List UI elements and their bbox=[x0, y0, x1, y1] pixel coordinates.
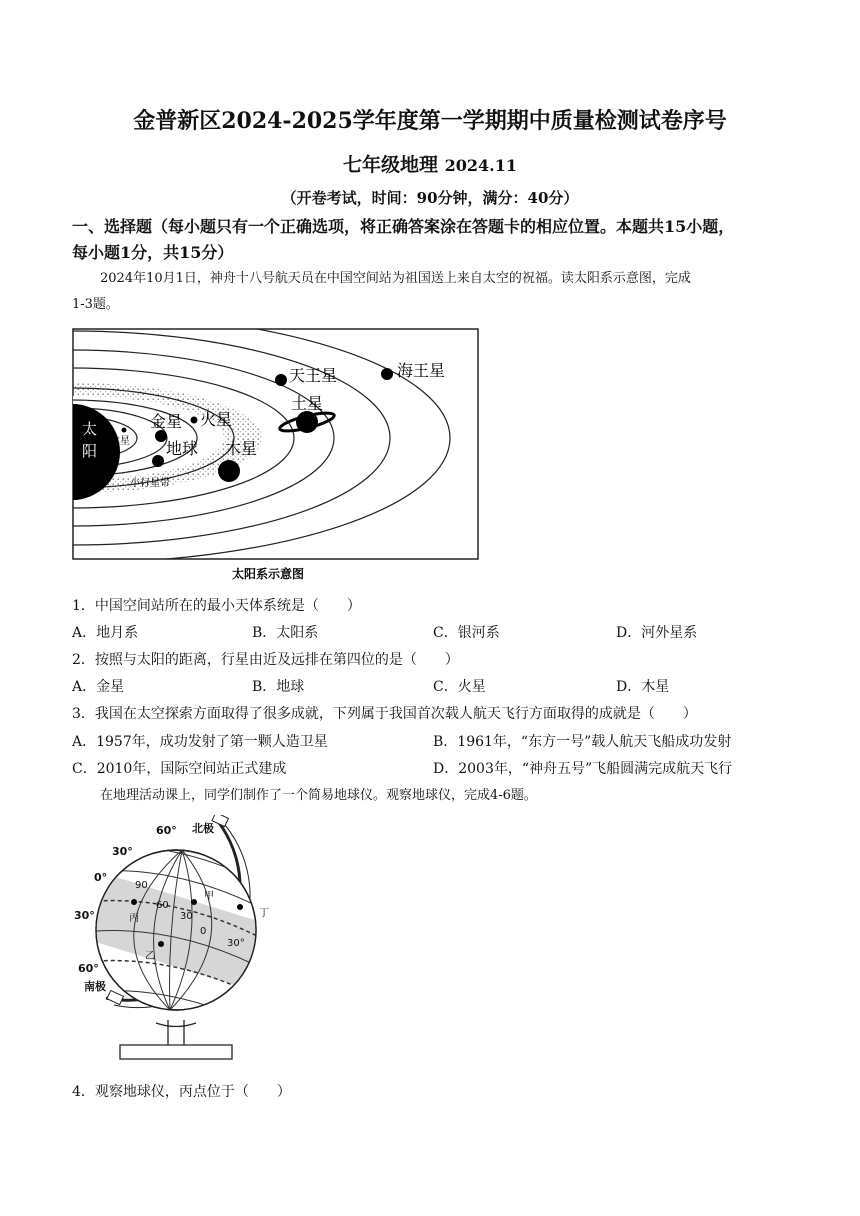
lat-30-top-label: 30° bbox=[112, 845, 133, 858]
point-jia-label: 甲 bbox=[204, 891, 214, 902]
question-2-option-b: B．地球 bbox=[252, 679, 305, 695]
paper-title: 金普新区2024-2025学年度第一学期期中质量检测试卷序号 bbox=[133, 108, 727, 134]
uranus-dot bbox=[275, 374, 287, 386]
venus-label: 金星 bbox=[150, 412, 183, 431]
sun-label-2: 阳 bbox=[82, 442, 98, 460]
paper-subtitle bbox=[0, 150, 860, 177]
exam-info: （开卷考试，时间：90分钟，满分：40分） bbox=[281, 189, 579, 207]
mars-label: 火星 bbox=[200, 410, 233, 429]
question-2-option-d: D．木星 bbox=[616, 679, 670, 695]
question-2-stem: 2．按照与太阳的距离，行星由近及远排在第四位的是（ ） bbox=[72, 652, 459, 668]
question-3-option-b: B．1961年，“东方一号”载人航天飞船成功发射 bbox=[433, 734, 732, 750]
lat-0-label: 0° bbox=[94, 871, 108, 884]
subtitle-main: 七年级地理 bbox=[342, 154, 438, 176]
south-pole-label: 南极 bbox=[84, 980, 106, 993]
question-1-option-d: D．河外星系 bbox=[616, 625, 698, 641]
question-1-option-b: B．太阳系 bbox=[252, 625, 319, 641]
lat-60-top-label: 60° bbox=[156, 824, 177, 837]
globe-base bbox=[120, 1045, 232, 1059]
section-heading-line1: 一、选择题（每小题只有一个正确选项，将正确答案涂在答题卡的相应位置。本题共15小题， bbox=[72, 217, 735, 236]
mercury-label: 水星 bbox=[110, 436, 130, 447]
intro-globe: 在地理活动课上，同学们制作了一个简易地球仪。观察地球仪，完成4-6题。 bbox=[100, 788, 537, 803]
asteroid-belt-label: 小行星带 bbox=[130, 478, 170, 489]
lon-0-label: 0 bbox=[200, 926, 207, 937]
point-bing-dot bbox=[131, 899, 137, 905]
subtitle-date: 2024.11 bbox=[444, 156, 517, 175]
question-3-stem: 3．我国在太空探索方面取得了很多成就，下列属于我国首次载人航天飞行方面取得的成就是（ ） bbox=[72, 706, 697, 722]
neptune-dot bbox=[381, 368, 393, 380]
point-bing-label: 丙 bbox=[129, 913, 139, 924]
point-yi-dot bbox=[158, 941, 164, 947]
question-2-option-c: C．火星 bbox=[433, 679, 486, 695]
lon-30a-label: 30 bbox=[180, 911, 193, 922]
question-3-option-d: D．2003年，“神舟五号”飞船圆满完成航天飞行 bbox=[433, 761, 733, 777]
jupiter-dot bbox=[218, 460, 240, 482]
sun-label-1: 太 bbox=[82, 420, 98, 438]
neptune-label: 海王星 bbox=[397, 361, 446, 380]
intro-line1: 2024年10月1日，神舟十八号航天员在中国空间站为祖国送上来自太空的祝福。读太阳系示意图，完成 bbox=[100, 271, 691, 286]
jupiter-label: 木星 bbox=[225, 439, 258, 458]
mars-dot bbox=[191, 417, 198, 424]
intro-line2: 1-3题。 bbox=[72, 297, 119, 312]
point-jia-dot bbox=[191, 899, 197, 905]
earth-dot bbox=[152, 455, 164, 467]
solar-system-diagram bbox=[72, 328, 482, 584]
question-1-option-a: A．地月系 bbox=[72, 625, 139, 641]
question-3-option-a: A．1957年，成功发射了第一颗人造卫星 bbox=[72, 734, 328, 750]
section-heading bbox=[72, 214, 812, 266]
question-2-option-a: A．金星 bbox=[72, 679, 125, 695]
lon-30b-label: 30° bbox=[227, 938, 245, 949]
point-ding-dot bbox=[237, 904, 243, 910]
globe-diagram bbox=[72, 815, 282, 1067]
north-pole-label: 北极 bbox=[192, 822, 214, 835]
question-1-option-c: C．银河系 bbox=[433, 625, 500, 641]
question-4-stem: 4．观察地球仪，丙点位于（ ） bbox=[72, 1084, 291, 1100]
mercury-dot bbox=[122, 428, 127, 433]
point-ding-label: 丁 bbox=[259, 908, 269, 919]
lat-30-bottom-label: 30° bbox=[74, 909, 95, 922]
point-yi-label: 乙 bbox=[145, 951, 155, 962]
lon-90-label: 90 bbox=[135, 880, 148, 891]
solar-figure-caption: 太阳系示意图 bbox=[232, 567, 305, 581]
question-1-stem: 1．中国空间站所在的最小天体系统是（ ） bbox=[72, 598, 361, 614]
uranus-label: 天王星 bbox=[289, 366, 338, 385]
lon-60-label: 60 bbox=[156, 900, 169, 911]
earth-label: 地球 bbox=[166, 439, 199, 458]
saturn-label: 土星 bbox=[291, 394, 324, 413]
question-3-option-c: C．2010年，国际空间站正式建成 bbox=[72, 761, 287, 777]
section-heading-line2: 每小题1分，共15分） bbox=[72, 243, 234, 262]
lat-60-bottom-label: 60° bbox=[78, 962, 99, 975]
